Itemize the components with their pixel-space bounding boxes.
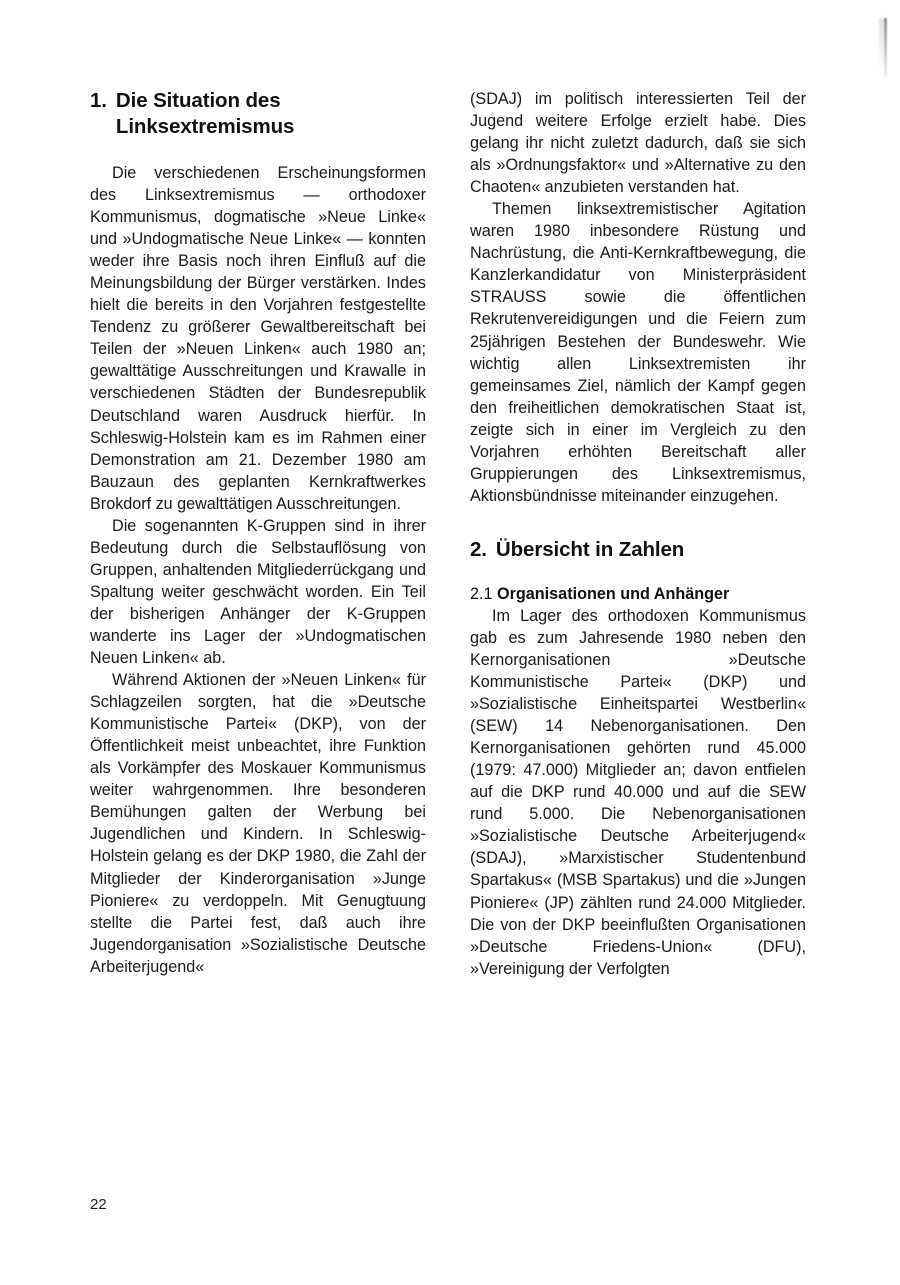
page-number: 22 xyxy=(90,1196,107,1213)
left-column xyxy=(90,88,426,980)
section-1-number: 1. xyxy=(90,89,107,112)
paragraph-continuation: (SDAJ) im politisch interessierten Teil der Jugend weitere Erfolge erzielt habe. Dies gelang ihr nicht zuletzt dadurch, daß sie sich als »Ordnungsfaktor« und »Alternative zu den Chaoten« anzubieten verstanden hat. xyxy=(470,90,806,197)
section-2-heading xyxy=(470,537,806,563)
section-1-title-line1: Die Situation des xyxy=(115,89,281,112)
right-column xyxy=(470,88,806,980)
paragraph: Die sogenannten K-Gruppen sind in ihrer Bedeutung durch die Selbstauflösung von Gruppen, anhaltenden Mitgliederrückgang und Spaltung weiter geschwächt worden. Ein Teil der bisherigen Anhänger der K-Gruppen wanderte ins Lager der »Undogmatischen Neuen Linken« ab. xyxy=(90,516,426,668)
section-2-number: 2. xyxy=(470,537,487,561)
subsection-2-1-number: 2.1 xyxy=(470,584,498,603)
section-2-title-text: Übersicht in Zahlen xyxy=(495,537,685,561)
subsection-2-1-heading xyxy=(470,583,806,605)
scan-edge-artifact xyxy=(884,18,887,80)
paragraph: Themen linksextremistischer Agitation waren 1980 inbesondere Rüstung und Nachrüstung, die Anti-Kernkraftbewegung, die Kanzlerkandidatur von Ministerpräsident STRAUSS sowie die öffentlichen Rekrutenvereidigungen und die Feiern zum 25jährigen Bestehen der Bundeswehr. Wie wichtig allen Linksextremisten ihr gemeinsames Ziel, nämlich der Kampf gegen den freiheitlichen demokratischen Staat ist, zeigte sich in einer im Vergleich zu den Vorjahren erhöhten Bereitschaft aller Gruppierungen des Linksextremismus, Aktionsbündnisse miteinander einzugehen. xyxy=(470,200,806,505)
paragraph: Die verschiedenen Erscheinungsformen des Linksextremismus — orthodoxer Kommunismus, dogmatische »Neue Linke« und »Undogmatische Neue Linke« — konnten weder ihre Basis noch ihren Einfluß auf die Meinungsbildung der Bürger verstärken. Indes hielt die bereits in den Vorjahren festgestellte Tendenz zu größerer Gewaltbereitschaft bei Teilen der »Neuen Linken« auch 1980 an; gewalttätige Ausschreitungen und Krawalle in verschiedenen Städten der Bundesrepublik Deutschland waren Ausdruck hierfür. In Schleswig-Holstein kam es im Rahmen einer Demonstration am 21. Dezember 1980 am Bauzaun des geplanten Kernkraftwerkes Brokdorf zu gewalttätigen Ausschreitungen. xyxy=(90,164,426,513)
section-1-title-text xyxy=(116,88,426,140)
paragraph: Während Aktionen der »Neuen Linken« für Schlagzeilen sorgten, hat die »Deutsche Kommunistische Partei« (DKP), von der Öffentlichkeit meist unbeachtet, ihre Funktion als Vorkämpfer des Moskauer Kommunismus weiter wahrgenommen. Ihre besonderen Bemühungen galten der Werbung bei Jugendlichen und Kindern. In Schleswig-Holstein gelang es der DKP 1980, die Zahl der Mitglieder der Kinderorganisation »Junge Pioniere« zu verdoppeln. Mit Genugtuung stellte die Partei fest, daß auch ihre Jugendorganisation »Sozialistische Deutsche Arbeiterjugend« xyxy=(90,671,426,976)
two-column-text-body xyxy=(90,88,806,980)
subsection-2-1-title-text: Organisationen und Anhänger xyxy=(497,584,730,603)
paragraph: Im Lager des orthodoxen Kommunismus gab es zum Jahresende 1980 neben den Kernorganisationen »Deutsche Kommunistische Partei« (DKP) und »Sozialistische Einheitspartei Westberlin« (SEW) 14 Nebenorganisationen. Den Kernorganisationen gehörten rund 45.000 (1979: 47.000) Mitglieder an; davon entfielen auf die DKP rund 40.000 und auf die SEW rund 5.000. Die Nebenorganisationen »Sozialistische Deutsche Arbeiterjugend« (SDAJ), »Marxistischer Studentenbund Spartakus« (MSB Spartakus) und die »Jungen Pioniere« (JP) zählten rund 24.000 Mitglieder. Die von der DKP beeinflußten Organisationen »Deutsche Friedens-Union« (DFU), »Vereinigung der Verfolgten xyxy=(470,606,806,978)
section-1-heading xyxy=(90,88,426,140)
section-1-title-line2: Linksextremismus xyxy=(115,115,295,138)
